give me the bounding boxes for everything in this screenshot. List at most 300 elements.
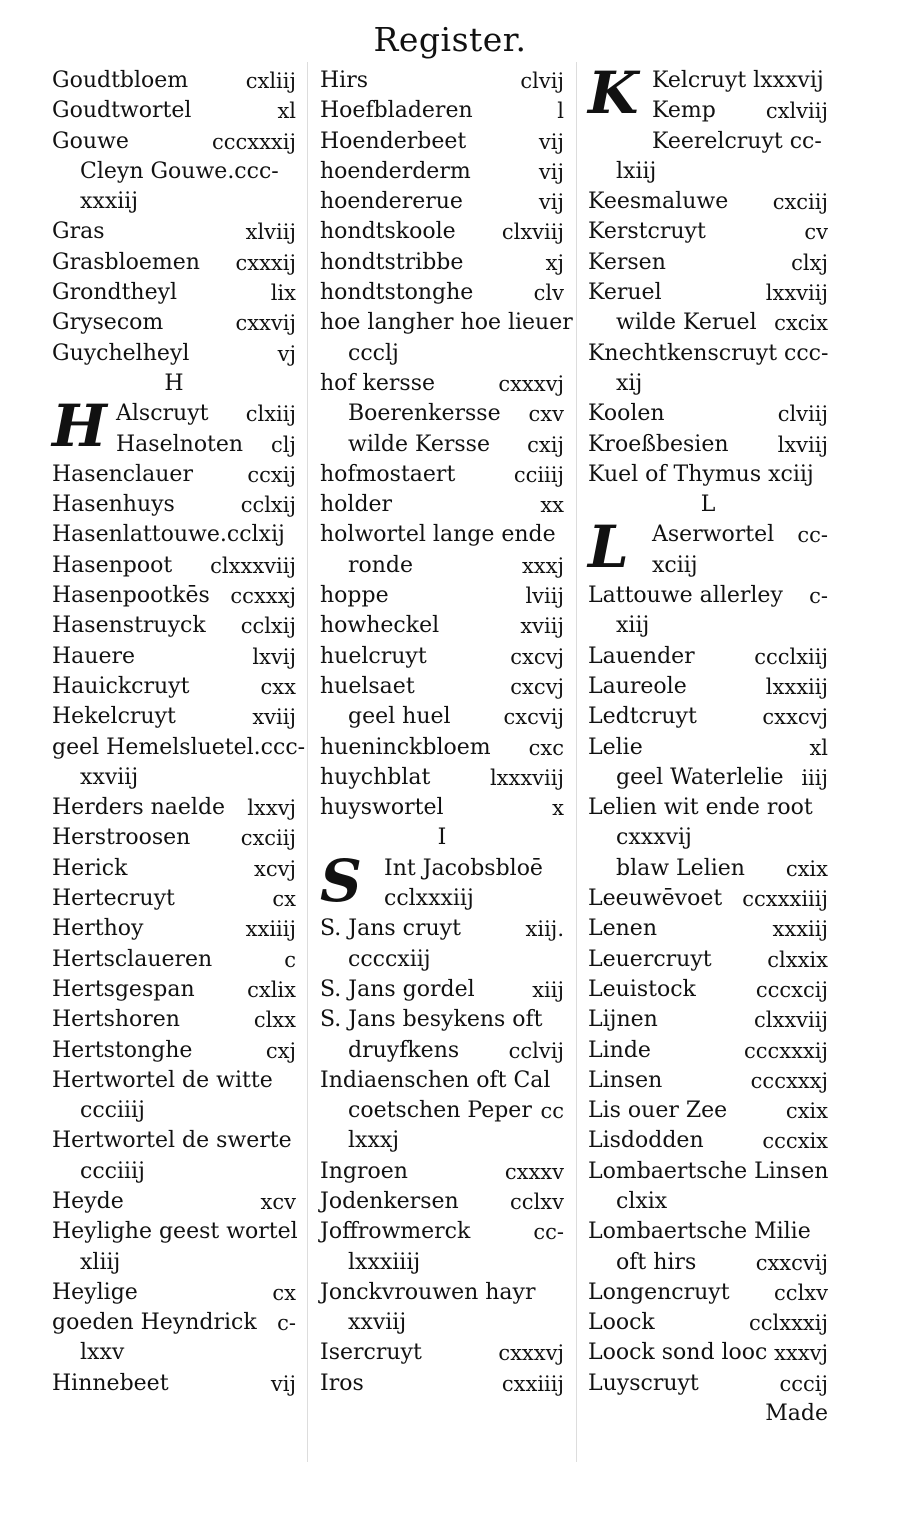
entry-term: Gouwe xyxy=(52,128,129,154)
entry-folio: xiij xyxy=(532,977,564,1002)
entry-term: cxxxvij xyxy=(616,825,692,851)
entry-folio: cxxxvj xyxy=(498,1341,564,1366)
entry-term: Aserwortel xyxy=(652,522,775,548)
entry-folio: cxv xyxy=(528,402,564,427)
index-entry xyxy=(588,551,828,581)
index-entry xyxy=(52,763,296,793)
index-entry xyxy=(320,551,564,581)
entry-term: Kelcruyt lxxxvij xyxy=(652,68,824,93)
index-entry xyxy=(52,1066,296,1096)
entry-folio: cccxcij xyxy=(755,977,828,1002)
entry-term: Hasenlattouwe.cclxij xyxy=(52,522,285,548)
entry-folio: clxxxviij xyxy=(210,553,296,578)
entry-term: ronde xyxy=(348,552,414,578)
entry-folio: lxxviij xyxy=(765,281,828,306)
entry-term: Hauere xyxy=(52,643,136,669)
entry-term: Hinnebeet xyxy=(52,1370,169,1396)
entry-term: clxix xyxy=(616,1188,668,1214)
entry-term: I xyxy=(437,825,447,851)
index-entry xyxy=(320,187,564,217)
entry-term: S. Jans cruyt xyxy=(320,916,461,942)
entry-folio: cccxix xyxy=(762,1129,828,1154)
entry-folio: clj xyxy=(271,432,296,457)
entry-term: Hasenpootkēs xyxy=(52,583,210,609)
index-entry xyxy=(320,248,564,278)
entry-folio: xxxj xyxy=(521,553,564,578)
entry-term: Lenen xyxy=(588,916,657,942)
entry-term: hueninckbloem xyxy=(320,734,491,760)
entry-term: xxviij xyxy=(348,1310,407,1336)
entry-term: hondtskoole xyxy=(320,219,456,245)
index-entry xyxy=(320,1096,564,1126)
index-entry xyxy=(320,1369,564,1399)
entry-folio: cxliij xyxy=(245,69,296,93)
index-entry xyxy=(588,642,828,672)
index-entry xyxy=(52,1369,296,1399)
decorated-initial: L xyxy=(588,513,629,582)
index-entry xyxy=(320,339,564,369)
index-entry xyxy=(320,945,564,975)
entry-term: Lelie xyxy=(588,734,643,760)
entry-term: Keerelcruyt cc- xyxy=(652,128,822,154)
entry-folio: lxvij xyxy=(252,644,296,669)
entry-term: H xyxy=(164,370,184,396)
index-entry xyxy=(320,1005,564,1035)
entry-folio: l xyxy=(557,99,564,124)
entry-folio: xxiiij xyxy=(245,917,296,942)
entry-folio: cxcvj xyxy=(510,644,564,669)
entry-folio: cv xyxy=(804,220,828,245)
entry-term: Hekelcruyt xyxy=(52,704,176,730)
register-column-1 xyxy=(52,66,306,1399)
index-entry xyxy=(588,945,828,975)
column-rule xyxy=(307,62,308,1462)
entry-folio: vij xyxy=(538,129,564,154)
index-entry xyxy=(588,1066,828,1096)
entry-term: Kersen xyxy=(588,249,666,275)
entry-term: geel Waterlelie xyxy=(616,764,784,790)
entry-term: Laureole xyxy=(588,673,687,699)
entry-term: blaw Lelien xyxy=(616,855,745,881)
index-entry xyxy=(588,1157,828,1187)
index-entry xyxy=(52,127,296,157)
index-entry xyxy=(320,611,564,641)
entry-folio: cxij xyxy=(527,432,564,457)
entry-folio: xxxvj xyxy=(774,1341,828,1366)
index-entry xyxy=(52,672,296,702)
index-entry xyxy=(52,1187,296,1217)
entry-term: Lauender xyxy=(588,643,695,669)
entry-term: Indiaenschen oft Cal xyxy=(320,1067,551,1093)
catchword xyxy=(588,1399,828,1429)
entry-term: oft hirs xyxy=(616,1249,697,1275)
entry-term: geel Hemelsluetel.ccc- xyxy=(52,734,306,760)
entry-term: Hasenstruyck xyxy=(52,613,206,639)
index-entry xyxy=(588,1278,828,1308)
index-entry xyxy=(52,96,296,126)
index-entry xyxy=(52,66,296,96)
entry-folio: xviij xyxy=(252,705,296,730)
index-entry xyxy=(320,399,564,429)
entry-term: Cleyn Gouwe.ccc- xyxy=(80,158,279,184)
index-entry xyxy=(320,66,564,96)
entry-term: xciij xyxy=(652,552,698,578)
decorated-initial: S xyxy=(320,846,362,915)
index-entry xyxy=(320,1278,564,1308)
entry-folio: cclxv xyxy=(510,1189,564,1214)
entry-term: Grysecom xyxy=(52,310,164,336)
entry-term: Luyscruyt xyxy=(588,1370,699,1396)
index-entry xyxy=(588,611,828,641)
entry-term: Herthoy xyxy=(52,916,144,942)
index-entry xyxy=(588,1338,828,1368)
entry-term: Goudtwortel xyxy=(52,98,192,124)
entry-folio: clxxix xyxy=(767,947,828,972)
entry-term: hof kersse xyxy=(320,370,436,396)
entry-term: Hertecruyt xyxy=(52,886,175,912)
entry-folio: xxxiij xyxy=(772,917,828,942)
index-entry xyxy=(320,1338,564,1368)
entry-term: Alscruyt xyxy=(116,401,209,427)
entry-term: Lijnen xyxy=(588,1007,658,1033)
entry-term: Jonckvrouwen hayr xyxy=(320,1279,536,1305)
index-entry xyxy=(588,339,828,369)
entry-term: Isercruyt xyxy=(320,1340,422,1366)
index-entry xyxy=(52,187,296,217)
entry-folio: clxxviij xyxy=(754,1008,828,1033)
entry-term: Hertsgespan xyxy=(52,976,195,1002)
index-entry xyxy=(588,1126,828,1156)
index-entry xyxy=(588,672,828,702)
entry-term: huyswortel xyxy=(320,795,444,821)
index-entry xyxy=(588,369,828,399)
index-entry xyxy=(320,1187,564,1217)
entry-term: druyfkens xyxy=(348,1037,460,1063)
index-entry xyxy=(588,308,828,338)
entry-term: Heyde xyxy=(52,1188,124,1214)
entry-term: lxxxj xyxy=(348,1128,400,1154)
index-entry xyxy=(52,1338,296,1368)
index-entry xyxy=(52,854,296,884)
entry-folio: xcvj xyxy=(254,856,296,881)
entry-term: wilde Kersse xyxy=(348,431,490,457)
index-entry xyxy=(52,339,296,369)
entry-term: wilde Keruel xyxy=(616,310,757,336)
entry-folio: cxxiiij xyxy=(501,1371,564,1396)
index-entry xyxy=(320,581,564,611)
entry-folio: lix xyxy=(270,281,296,306)
entry-folio: cclxxxij xyxy=(749,1311,828,1336)
index-entry xyxy=(588,702,828,732)
entry-term: Heylige xyxy=(52,1279,138,1305)
entry-term: Keesmaluwe xyxy=(588,189,729,215)
entry-folio: xl xyxy=(809,735,828,760)
entry-term: Ledtcruyt xyxy=(588,704,697,730)
entry-term: Kroeßbesien xyxy=(588,431,729,457)
entry-term: Hertstonghe xyxy=(52,1037,193,1063)
index-entry xyxy=(52,1157,296,1187)
entry-term: ccclj xyxy=(348,340,399,366)
entry-folio: cc- xyxy=(797,523,828,548)
index-entry xyxy=(52,308,296,338)
entry-folio: iiij xyxy=(801,765,828,790)
entry-term: Boerenkersse xyxy=(348,401,501,427)
entry-term: Ingroen xyxy=(320,1158,408,1184)
index-entry xyxy=(588,733,828,763)
entry-folio: cxlix xyxy=(247,977,296,1002)
index-entry xyxy=(320,96,564,126)
entry-folio: xviij xyxy=(520,614,564,639)
entry-folio: cxxxvj xyxy=(498,371,564,396)
index-entry xyxy=(588,217,828,247)
index-entry xyxy=(320,914,564,944)
decorated-initial: K xyxy=(588,59,639,127)
index-entry xyxy=(320,975,564,1005)
entry-term: ccciiij xyxy=(80,1158,145,1184)
index-entry xyxy=(52,642,296,672)
entry-folio: cxxxij xyxy=(235,250,296,275)
entry-folio: cclvij xyxy=(508,1038,564,1063)
index-entry xyxy=(320,308,573,338)
index-entry xyxy=(320,733,564,763)
entry-folio: cxciij xyxy=(772,190,828,215)
entry-term: Goudtbloem xyxy=(52,68,189,93)
index-entry xyxy=(588,1217,828,1247)
index-entry xyxy=(588,1308,828,1338)
entry-term: goeden Heyndrick xyxy=(52,1310,257,1336)
entry-term: Lombaertsche Linsen xyxy=(588,1158,829,1184)
entry-term: S. Jans besykens oft xyxy=(320,1007,543,1033)
entry-term: Kerstcruyt xyxy=(588,219,706,245)
entry-term: xiij xyxy=(616,613,650,639)
entry-term: Hertsclaueren xyxy=(52,946,213,972)
index-entry xyxy=(588,399,828,429)
index-entry xyxy=(588,884,828,914)
entry-term: Hasenclauer xyxy=(52,461,193,487)
entry-term: geel huel xyxy=(348,704,451,730)
entry-term: Longencruyt xyxy=(588,1279,730,1305)
index-entry xyxy=(588,96,828,126)
index-entry xyxy=(588,278,828,308)
entry-term: lxxv xyxy=(80,1340,125,1366)
entry-folio: cxj xyxy=(265,1038,296,1063)
index-entry xyxy=(52,1248,296,1278)
entry-folio: xiij. xyxy=(525,917,564,942)
entry-folio: lxviij xyxy=(777,432,828,457)
entry-folio: lxxxviij xyxy=(489,765,564,790)
entry-folio: ccxij xyxy=(247,462,296,487)
index-entry xyxy=(320,460,564,490)
entry-folio: cxcvij xyxy=(503,705,564,730)
entry-term: Grasbloemen xyxy=(52,249,200,275)
index-entry xyxy=(52,945,296,975)
entry-term: Leuercruyt xyxy=(588,946,712,972)
entry-folio: clxj xyxy=(791,250,828,275)
index-entry xyxy=(588,460,828,490)
entry-term: Lombaertsche Milie xyxy=(588,1219,811,1245)
entry-term: Made xyxy=(765,1401,828,1427)
index-entry xyxy=(588,1096,828,1126)
register-column-3 xyxy=(588,59,829,1429)
index-entry xyxy=(52,611,296,641)
index-entry xyxy=(320,1217,564,1247)
entry-folio: cccxxxij xyxy=(743,1038,828,1063)
entry-folio: vij xyxy=(538,159,564,184)
index-entry xyxy=(52,823,296,853)
entry-term: Koolen xyxy=(588,401,665,427)
entry-folio: x xyxy=(552,796,564,821)
index-entry xyxy=(52,733,306,763)
entry-term: Hertwortel de swerte xyxy=(52,1128,292,1154)
entry-folio: xcv xyxy=(260,1189,296,1214)
entry-folio: cccxxxij xyxy=(211,129,296,154)
entry-folio: ccxxxiiij xyxy=(742,887,828,912)
entry-term: hoppe xyxy=(320,583,389,609)
entry-folio: cxxcvij xyxy=(755,1250,828,1275)
column-rule xyxy=(576,62,577,1462)
entry-folio: lviij xyxy=(525,584,564,609)
entry-folio: cciiij xyxy=(513,462,564,487)
entry-folio: cx xyxy=(272,1280,296,1305)
index-entry xyxy=(588,975,828,1005)
index-entry xyxy=(52,1096,296,1126)
entry-term: Hirs xyxy=(320,68,369,93)
index-entry xyxy=(588,157,828,187)
index-entry xyxy=(588,127,828,157)
entry-folio: cxxvij xyxy=(235,311,296,336)
index-entry xyxy=(588,823,828,853)
entry-term: howheckel xyxy=(320,613,440,639)
index-entry xyxy=(320,1036,564,1066)
entry-term: ccccxiij xyxy=(348,946,431,972)
entry-term: xij xyxy=(616,370,643,396)
index-entry xyxy=(320,520,564,550)
entry-folio: lxxvj xyxy=(247,796,296,821)
entry-folio: cccij xyxy=(779,1371,828,1396)
index-entry xyxy=(52,520,296,550)
entry-term: Keruel xyxy=(588,280,662,306)
entry-term: Leuistock xyxy=(588,976,696,1002)
index-entry xyxy=(52,490,296,520)
index-entry xyxy=(588,187,828,217)
entry-folio: cc xyxy=(540,1099,564,1124)
entry-folio: clvij xyxy=(520,69,564,93)
page-title: Register. xyxy=(373,20,527,59)
decorated-initial: H xyxy=(52,392,107,461)
entry-folio: cxix xyxy=(785,1099,828,1124)
index-entry xyxy=(588,1187,828,1217)
entry-folio: cxix xyxy=(785,856,828,881)
entry-term: hondtstribbe xyxy=(320,249,464,275)
index-entry xyxy=(320,430,564,460)
entry-term: Loock sond looc xyxy=(588,1340,768,1366)
index-entry xyxy=(588,793,828,823)
entry-term: Herstroosen xyxy=(52,825,191,851)
index-entry xyxy=(320,217,564,247)
entry-term: Kuel of Thymus xciij xyxy=(588,461,814,487)
index-entry xyxy=(52,581,296,611)
entry-folio: cxcvj xyxy=(510,674,564,699)
entry-folio: cxxcvj xyxy=(762,705,828,730)
entry-term: Guychelheyl xyxy=(52,340,190,366)
entry-term: Hauickcruyt xyxy=(52,673,190,699)
index-entry xyxy=(320,672,564,702)
entry-term: Hoefbladeren xyxy=(320,98,473,124)
entry-term: huelsaet xyxy=(320,673,415,699)
entry-folio: clviij xyxy=(777,402,828,427)
entry-term: cclxxxiij xyxy=(384,886,474,912)
index-entry xyxy=(52,702,296,732)
index-entry xyxy=(588,1248,828,1278)
index-entry xyxy=(52,1005,296,1035)
index-entry xyxy=(320,1248,564,1278)
index-entry xyxy=(588,430,828,460)
entry-folio: ccclxiij xyxy=(754,644,828,669)
index-entry xyxy=(52,460,296,490)
entry-term: hoe langher hoe lieuer xyxy=(320,310,573,336)
index-entry xyxy=(52,217,296,247)
index-entry xyxy=(320,1157,564,1187)
entry-term: hoenderderm xyxy=(320,158,471,184)
entry-term: Haselnoten xyxy=(116,431,244,457)
entry-folio: xx xyxy=(540,493,564,518)
entry-folio: cc- xyxy=(533,1220,564,1245)
index-entry xyxy=(52,157,296,187)
index-entry xyxy=(588,581,828,611)
index-entry xyxy=(52,914,296,944)
index-entry xyxy=(320,157,564,187)
index-entry xyxy=(320,793,564,823)
entry-term: S. Jans gordel xyxy=(320,976,475,1002)
entry-term: Herick xyxy=(52,855,128,881)
index-entry xyxy=(52,884,296,914)
entry-folio: clxiij xyxy=(245,402,296,427)
entry-term: Jodenkersen xyxy=(320,1188,459,1214)
index-entry xyxy=(588,914,828,944)
entry-folio: c- xyxy=(809,584,828,609)
entry-term: coetschen Peper xyxy=(348,1098,532,1124)
entry-folio: xj xyxy=(545,250,564,275)
index-entry xyxy=(52,278,296,308)
entry-folio: cccxxxj xyxy=(750,1068,828,1093)
entry-folio: cx xyxy=(272,887,296,912)
index-entry xyxy=(320,490,564,520)
index-entry xyxy=(588,1036,828,1066)
entry-folio: ccxxxj xyxy=(230,584,296,609)
entry-term: Hertshoren xyxy=(52,1007,180,1033)
index-entry xyxy=(320,642,564,672)
index-entry xyxy=(320,1066,564,1096)
index-entry xyxy=(320,884,564,914)
entry-term: Linsen xyxy=(588,1067,663,1093)
index-entry xyxy=(52,975,296,1005)
entry-term: Hertwortel de witte xyxy=(52,1067,273,1093)
entry-folio: c xyxy=(284,947,296,972)
index-entry xyxy=(52,1217,296,1247)
entry-folio: c- xyxy=(277,1311,296,1336)
index-entry xyxy=(52,248,296,278)
index-entry xyxy=(588,248,828,278)
entry-folio: cxxxv xyxy=(504,1159,564,1184)
entry-term: xliij xyxy=(80,1249,121,1275)
entry-term: lxiij xyxy=(616,158,657,184)
entry-folio: cxciij xyxy=(240,826,296,851)
entry-term: Herders naelde xyxy=(52,795,226,821)
entry-term: Lattouwe allerley xyxy=(588,583,783,609)
entry-term: Hoenderbeet xyxy=(320,128,467,154)
entry-term: huychblat xyxy=(320,764,431,790)
entry-term: Heylighe geest wortel xyxy=(52,1219,298,1245)
